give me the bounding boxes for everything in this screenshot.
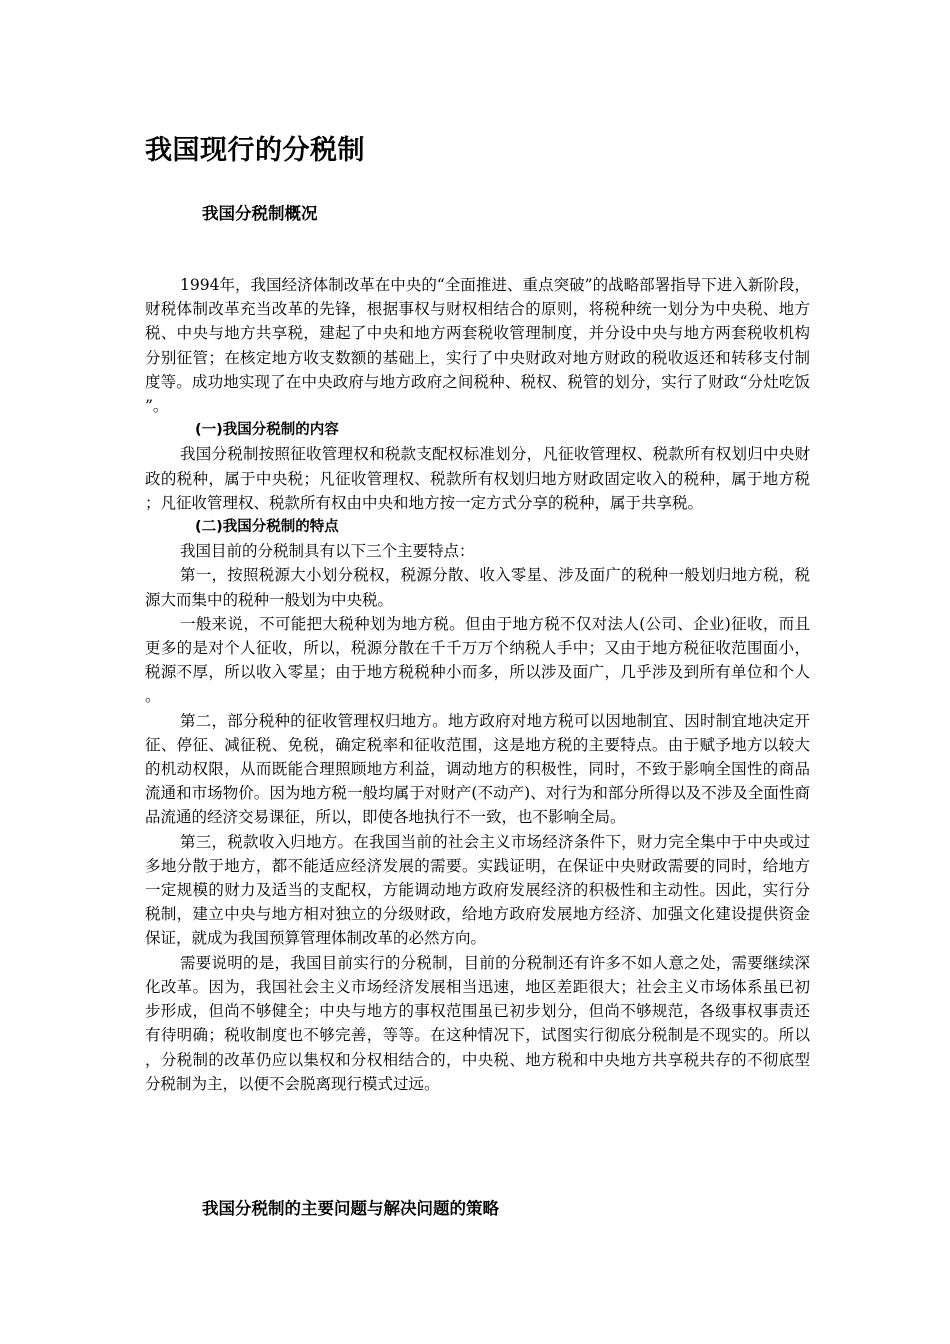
intro-paragraph: 1994年，我国经济体制改革在中央的“全面推进、重点突破”的战略部署指导下进入新阶段，财税体制改革充当改革的先锋，根据事权与财权相结合的原则，将税种统一划分为中央税、地方税、中央与地方共享税，建起了中央和地方两套税收管理制度，并分设中央与地方两套税收机构分别征管；在核定地方收支数额的基础上，实行了中央财政对地方财政的税收返还和转移支付制度等。成功地实现了在中央政府与地方政府之间税种、税权、税管的划分，实行了财政“分灶吃饭”。 xyxy=(145,276,810,416)
note-paragraph: 需要说明的是，我国目前实行的分税制，目前的分税制还有许多不如人意之处，需要继续深化改革。因为，我国社会主义市场经济发展相当迅速，地区差距很大；社会主义市场体系虽已初步形成，但尚不够健全；中央与地方的事权范围虽已初步划分，但尚不够规范，各级事权事责还有待明确；税收制度也不够完善，等等。在这种情况下，试图实行彻底分税制是不现实的。所以，分税制的改革仍应以集权和分权相结合的，中央税、地方税和中央地方共享税共存的不彻底型分税制为主，以便不会脱离现行模式过远。 xyxy=(145,953,810,1093)
feature-third-paragraph: 第三，税款收入归地方。在我国当前的社会主义市场经济条件下，财力完全集中于中央或过多地分散于地方，都不能适应经济发展的需要。实践证明，在保证中央财政需要的同时，给地方一定规模的财力及适当的支配权，方能调动地方政府发展经济的积极性和主动性。因此，实行分税制，建立中央与地方相对独立的分级财政，给地方政府发展地方经济、加强文化建设提供资金保证，就成为我国预算管理体制改革的必然方向。 xyxy=(145,832,810,948)
subheading-features: (二)我国分税制的特点 xyxy=(195,519,339,536)
features-intro-paragraph: 我国目前的分税制具有以下三个主要特点： xyxy=(180,542,475,561)
section-heading-overview: 我国分税制概况 xyxy=(202,204,318,223)
section-heading-problems: 我国分税制的主要问题与解决问题的策略 xyxy=(202,1199,499,1218)
feature-second-paragraph: 第二，部分税种的征收管理权归地方。地方政府对地方税可以因地制宜、因时制宜地决定开征、停征、减征税、免税，确定税率和征收范围，这是地方税的主要特点。由于赋予地方以较大的机动权限，从而既能合理照顾地方利益，调动地方的积极性，同时，不致于影响全国性的商品流通和市场物价。因为地方税一般均属于对财产(不动产)、对行为和部分所得以及不涉及全面性商品流通的经济交易课征，所以，即使各地执行不一致，也不影响全局。 xyxy=(145,711,810,827)
subheading-content: (一)我国分税制的内容 xyxy=(195,422,339,439)
feature-first-paragraph: 第一，按照税源大小划分税权，税源分散、收入零星、涉及面广的税种一般划归地方税，税源大而集中的税种一般划为中央税。 xyxy=(145,566,810,609)
feature-first-detail-paragraph: 一般来说，不可能把大税种划为地方税。但由于地方税不仅对法人(公司、企业)征收，而且更多的是对个人征收，所以，税源分散在千千万万个纳税人手中；又由于地方税征收范围面小，税源不厚，所以收入零星；由于地方税税种小而多，所以涉及面广，几乎涉及到所有单位和个人。 xyxy=(145,614,810,706)
document-title: 我国现行的分税制 xyxy=(145,135,365,166)
section-body-overview xyxy=(145,273,810,1096)
content-paragraph: 我国分税制按照征收管理权和税款支配权标准划分，凡征收管理权、税款所有权划归中央财政的税种，属于中央税；凡征收管理权、税款所有权划归地方财政固定收入的税种，属于地方税；凡征收管理权、税款所有权由中央和地方按一定方式分享的税种，属于共享税。 xyxy=(145,445,810,512)
